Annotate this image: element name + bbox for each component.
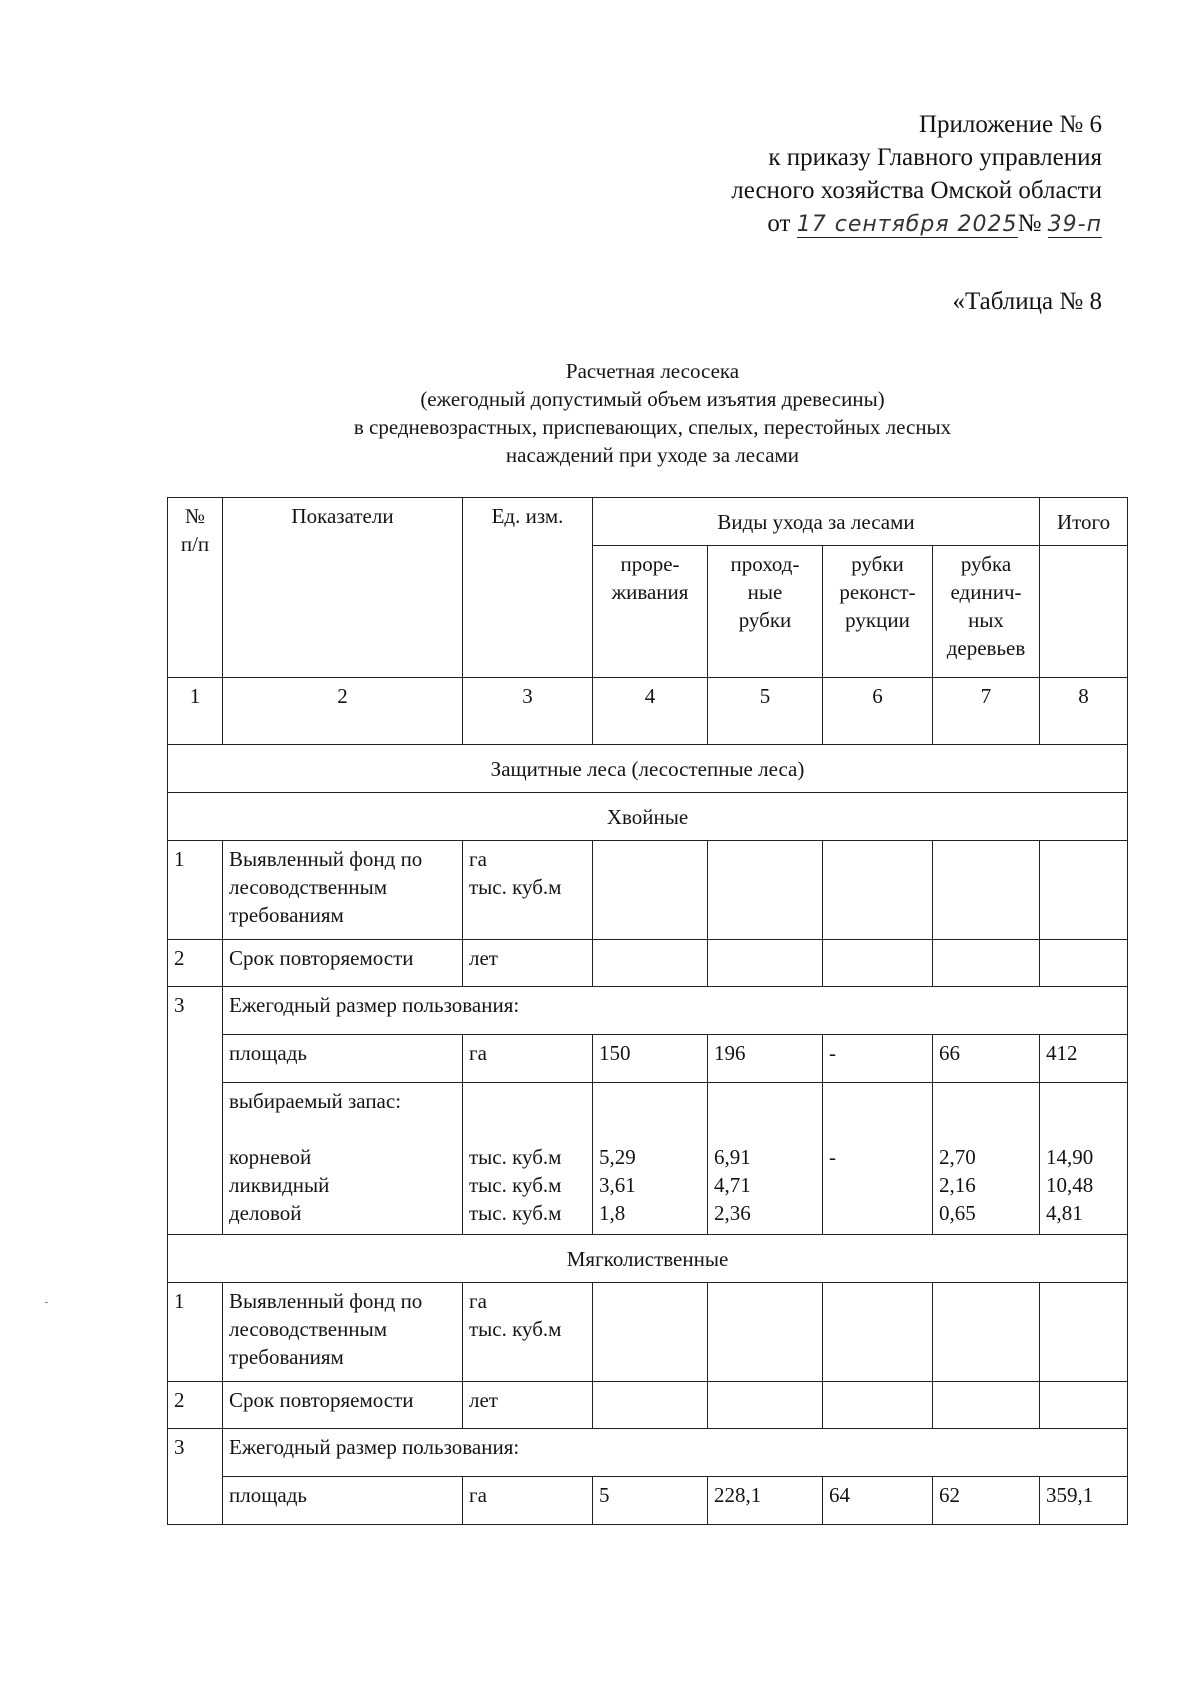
col-number: 7	[933, 678, 1040, 745]
value-cell: 150	[593, 1035, 708, 1083]
value-cell: 64	[823, 1477, 933, 1525]
cell	[1040, 940, 1128, 987]
row-num: 1	[168, 841, 223, 940]
group-row	[168, 793, 1128, 841]
stock-values-reconstruction: -	[823, 1083, 933, 1235]
col-number: 8	[1040, 678, 1128, 745]
header-row	[168, 498, 1128, 546]
col-number: 1	[168, 678, 223, 745]
row-label: Ежегодный размер пользования:	[223, 1429, 1128, 1477]
cell	[593, 841, 708, 940]
cell	[708, 1382, 823, 1429]
group-row	[168, 1235, 1128, 1283]
value-cell: 359,1	[1040, 1477, 1128, 1525]
column-numbers-row	[168, 678, 1128, 745]
row-unit: га	[463, 1035, 593, 1083]
document-header	[731, 108, 1102, 240]
col-number: 6	[823, 678, 933, 745]
cell	[933, 841, 1040, 940]
table-row	[168, 940, 1128, 987]
row-num: 3	[168, 987, 223, 1235]
subheader-thinning: проре- живания	[593, 546, 708, 678]
row-label: Ежегодный размер пользования:	[223, 987, 1128, 1035]
row-unit: га тыс. куб.м	[463, 841, 593, 940]
cell	[1040, 1382, 1128, 1429]
subheader-empty	[1040, 546, 1128, 678]
date-prefix: от	[767, 210, 791, 237]
handwritten-date: 17 сентября 2025	[796, 212, 1018, 237]
cell	[1040, 841, 1128, 940]
appendix-order-ref: к приказу Главного управления	[768, 144, 1102, 171]
stock-values-single-trees: 2,70 2,16 0,65	[933, 1083, 1040, 1235]
value-cell: -	[823, 1035, 933, 1083]
stock-values-thinning: 5,29 3,61 1,8	[593, 1083, 708, 1235]
row-label: площадь	[223, 1477, 463, 1525]
group-title: Мягколиственные	[168, 1235, 1128, 1283]
appendix-org: лесного хозяйства Омской области	[731, 177, 1102, 204]
row-unit: га тыс. куб.м	[463, 1283, 593, 1382]
cell	[933, 1382, 1040, 1429]
title-line: в средневозрастных, приспевающих, спелых, перестойных лесных	[353, 415, 952, 439]
row-label: Срок повторяемости	[223, 1382, 463, 1429]
title-line: (ежегодный допустимый объем изъятия древесины)	[420, 387, 885, 411]
col-number: 4	[593, 678, 708, 745]
value-cell: 412	[1040, 1035, 1128, 1083]
cell	[593, 1382, 708, 1429]
section-title: Защитные леса (лесостепные леса)	[168, 745, 1128, 793]
value-cell: 228,1	[708, 1477, 823, 1525]
table-row	[168, 841, 1128, 940]
col-number: 5	[708, 678, 823, 745]
cell	[933, 940, 1040, 987]
table-label: «Таблица № 8	[952, 288, 1102, 315]
title-line: насаждений при уходе за лесами	[505, 443, 800, 467]
scan-speck	[45, 1302, 48, 1303]
row-label: Срок повторяемости	[223, 940, 463, 987]
stock-labels: выбираемый запас: корневой ликвидный деловой	[223, 1083, 463, 1235]
table-row	[168, 1283, 1128, 1382]
handwritten-number: 39-п	[1047, 212, 1102, 237]
row-label: площадь	[223, 1035, 463, 1083]
value-cell: 62	[933, 1477, 1040, 1525]
value-cell: 66	[933, 1035, 1040, 1083]
table-row	[168, 1035, 1128, 1083]
cell	[708, 1283, 823, 1382]
table-row	[168, 1429, 1128, 1477]
row-num: 2	[168, 940, 223, 987]
allowable-cut-table	[167, 497, 1128, 1525]
row-label: Выявленный фонд по лесоводственным требованиям	[223, 1283, 463, 1382]
title-line: Расчетная лесосека	[565, 359, 740, 383]
appendix-title: Приложение № 6	[918, 111, 1102, 138]
row-unit: лет	[463, 1382, 593, 1429]
cell	[708, 841, 823, 940]
header-care-types: Виды ухода за лесами	[593, 498, 1040, 546]
group-title: Хвойные	[168, 793, 1128, 841]
stock-values-passage: 6,91 4,71 2,36	[708, 1083, 823, 1235]
cell	[823, 841, 933, 940]
value-cell: 196	[708, 1035, 823, 1083]
header-unit: Ед. изм.	[463, 498, 593, 678]
cell	[823, 1283, 933, 1382]
row-num: 2	[168, 1382, 223, 1429]
subheader-single-trees: рубка единич- ных деревьев	[933, 546, 1040, 678]
table-row	[168, 1083, 1128, 1235]
header-total: Итого	[1040, 498, 1128, 546]
cell	[708, 940, 823, 987]
cell	[933, 1283, 1040, 1382]
subheader-reconstruction: рубки реконст- рукции	[823, 546, 933, 678]
table-row	[168, 987, 1128, 1035]
row-num: 1	[168, 1283, 223, 1382]
stock-units: тыс. куб.м тыс. куб.м тыс. куб.м	[463, 1083, 593, 1235]
cell	[823, 1382, 933, 1429]
subheader-passage-cutting: проход- ные рубки	[708, 546, 823, 678]
row-unit: га	[463, 1477, 593, 1525]
col-number: 3	[463, 678, 593, 745]
cell	[593, 1283, 708, 1382]
appendix-date-line	[731, 207, 1102, 240]
value-cell: 5	[593, 1477, 708, 1525]
row-unit: лет	[463, 940, 593, 987]
section-row	[168, 745, 1128, 793]
cell	[1040, 1283, 1128, 1382]
row-label: Выявленный фонд по лесоводственным требованиям	[223, 841, 463, 940]
cell	[823, 940, 933, 987]
col-number: 2	[223, 678, 463, 745]
number-sign: №	[1017, 210, 1042, 237]
table-row	[168, 1382, 1128, 1429]
table-row	[168, 1477, 1128, 1525]
header-num: № п/п	[168, 498, 223, 678]
stock-values-total: 14,90 10,48 4,81	[1040, 1083, 1128, 1235]
header-indicators: Показатели	[223, 498, 463, 678]
cell	[593, 940, 708, 987]
row-num: 3	[168, 1429, 223, 1525]
document-title	[0, 357, 1200, 469]
